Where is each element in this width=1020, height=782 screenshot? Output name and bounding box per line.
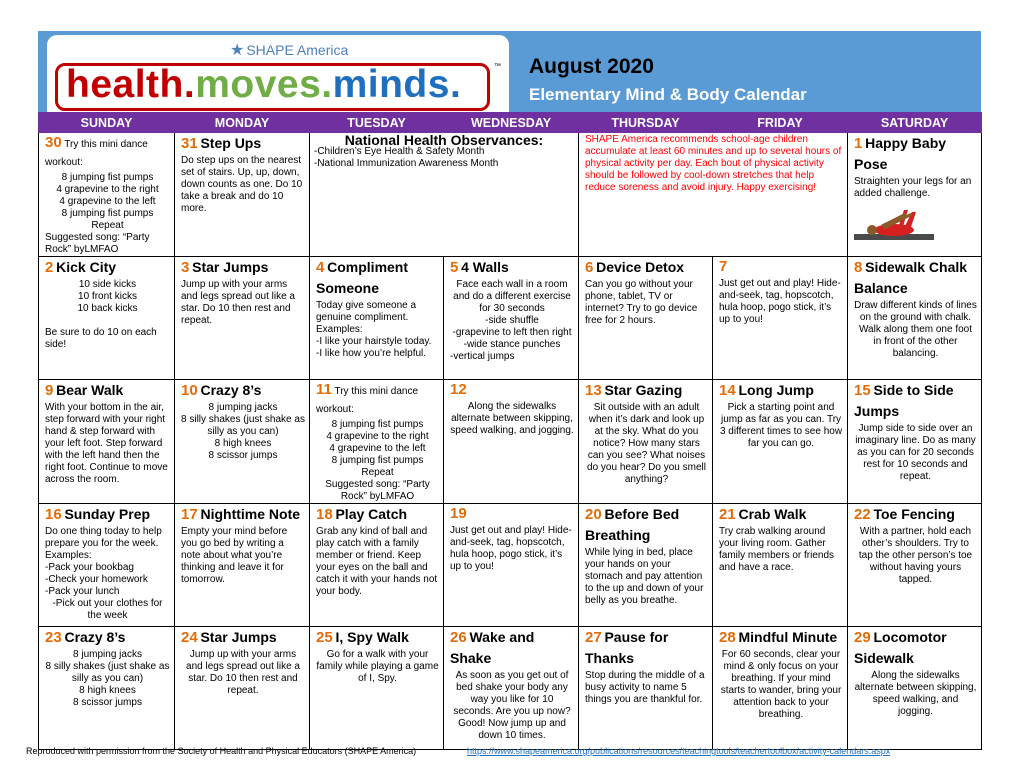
activity-line: 8 scissor jumps (73, 697, 142, 708)
day-cell-9 (39, 380, 175, 504)
day-description: Be sure to do 10 on each side! (45, 327, 157, 350)
day-cell-22 (848, 504, 982, 627)
day-description: Try crab walking around your living room. Gather family members or friends and have a race. (719, 526, 835, 573)
logo-text (66, 63, 461, 107)
day-number: 27 (585, 629, 602, 646)
day-header-tuesday: TUESDAY (310, 113, 444, 133)
day-title: Crazy 8’s (200, 382, 262, 398)
activity-line: 8 jumping fist pumps (331, 419, 424, 430)
day-cell-29 (848, 627, 982, 750)
day-number: 18 (316, 506, 333, 523)
week-row-4 (39, 504, 982, 627)
day-description: Jump up with your arms and legs spread out like a star. Do 10 then rest and repeat. (186, 649, 300, 696)
logo-word-health: health. (66, 63, 196, 106)
calendar-subtitle: Elementary Mind & Body Calendar (529, 85, 807, 104)
day-number: 8 (854, 259, 863, 276)
exercise-line: -wide stance punches (463, 339, 561, 350)
day-cell-2 (39, 257, 175, 380)
day-description: Can you go without your phone, tablet, TV or internet? Try to go device free for 2 hours. (585, 279, 698, 326)
activity-line: 4 grapevine to the right (56, 184, 159, 195)
trademark-mark: ™ (494, 63, 501, 70)
day-cell-27 (579, 627, 713, 750)
day-description: With your bottom in the air, step forward with your right hand & step forward with your left foot. Step forward with the left hand then the right foot. Continue to move across the room. (45, 402, 168, 485)
day-description: Straighten your legs for an added challenge. (854, 176, 972, 199)
example-line: -I like your hairstyle today. (316, 336, 432, 347)
activity-line: 8 jumping jacks (208, 402, 278, 413)
day-cell-28 (713, 627, 848, 750)
day-title: Pause for Thanks (585, 629, 669, 666)
day-description: Jump up with your arms and legs spread out like a star. Do 10 then rest and repeat. (181, 279, 295, 326)
activity-line: 10 front kicks (78, 291, 137, 302)
day-title: Side to Side Jumps (854, 382, 954, 419)
day-cell-19 (444, 504, 579, 627)
day-cell-4 (310, 257, 444, 380)
day-title: Sidewalk Chalk Balance (854, 259, 968, 296)
day-title: Before Bed Breathing (585, 506, 680, 543)
day-cell-11 (310, 380, 444, 504)
day-number: 5 (450, 259, 459, 276)
day-description: Just get out and play! Hide-and-seek, tag, hopscotch, hula hoop, pogo stick, it’s up to you! (450, 525, 572, 572)
activity-line: 10 back kicks (77, 303, 138, 314)
day-cell-16 (39, 504, 175, 627)
day-description: Face each wall in a room and do a different exercise for 30 seconds (453, 279, 571, 314)
day-number: 24 (181, 629, 198, 646)
day-description: While lying in bed, place your hands on your stomach and pay attention to the up and down of your belly as you breathe. (585, 547, 704, 606)
day-cell-24 (175, 627, 310, 750)
day-description: Sit outside with an adult when it’s dark and look up at the sky. What do you notice? How many stars can you see? What noises do you hear? Do you smell anything? (587, 402, 706, 485)
day-title: Crab Walk (738, 506, 807, 522)
day-cell-17 (175, 504, 310, 627)
day-title: Kick City (56, 259, 117, 275)
day-number: 13 (585, 382, 602, 399)
day-title: Device Detox (596, 259, 685, 275)
footer-link[interactable]: https://www.shapeamerica.org/publications/resources/teachingtools/teachertoolbox/activity-calendars.aspx (467, 746, 891, 756)
example-line: -Pack your bookbag (45, 562, 134, 573)
activity-line: 4 grapevine to the right (326, 431, 429, 442)
day-number: 25 (316, 629, 333, 646)
day-cell-31 (175, 133, 310, 257)
week-row-2 (39, 257, 982, 380)
logo-word-minds: minds. (332, 63, 462, 106)
activity-line: Repeat (91, 220, 124, 231)
day-description: Along the sidewalks alternate between skipping, speed walking, and jogging. (450, 401, 574, 436)
day-number: 17 (181, 506, 198, 523)
activity-line: Suggested song: “Party Rock” byLMFAO (325, 479, 430, 502)
calendar-page (38, 31, 981, 750)
calendar-title: August 2020 (529, 55, 654, 78)
day-title: Sunday Prep (64, 506, 151, 522)
week-row-1 (39, 133, 982, 257)
day-number: 30 (45, 134, 62, 151)
day-number: 9 (45, 382, 54, 399)
activity-line: 4 grapevine to the left (329, 443, 426, 454)
day-number: 7 (719, 258, 728, 275)
day-title: Bear Walk (56, 382, 124, 398)
header-banner (38, 31, 981, 112)
day-title: Step Ups (200, 135, 262, 151)
example-line: -Check your homework (45, 574, 148, 585)
calendar-grid (38, 112, 982, 750)
day-description: Today give someone a genuine compliment. Examples: (316, 300, 417, 335)
star-person-icon: ★ (230, 42, 245, 59)
day-number: 20 (585, 506, 602, 523)
logo-box (47, 35, 509, 112)
activity-line: 8 scissor jumps (208, 450, 278, 461)
activity-line: 8 jumping fist pumps (61, 208, 154, 219)
day-description: Draw different kinds of lines on the ground with chalk. Walk along them one foot in front of the other balancing. (854, 300, 977, 359)
activity-line: Suggested song: “Party Rock” byLMFAO (45, 232, 150, 255)
day-number: 23 (45, 629, 62, 646)
day-title: Compliment Someone (316, 259, 409, 296)
day-cell-26 (444, 627, 579, 750)
day-number: 19 (450, 505, 467, 522)
day-cell-6 (579, 257, 713, 380)
day-title: Mindful Minute (738, 629, 838, 645)
activity-line: 8 silly shakes (just shake as silly as you can) (45, 661, 170, 684)
day-number: 11 (316, 381, 332, 398)
day-cell-14 (713, 380, 848, 504)
day-cell-12 (444, 380, 579, 504)
day-title: Star Jumps (200, 629, 277, 645)
day-header-wednesday: WEDNESDAY (444, 113, 579, 133)
exercise-line: -grapevine to left then right (452, 327, 572, 338)
day-description: Pick a starting point and jump as far as you can. Try 3 different times to see how far you can go. (719, 402, 843, 449)
day-number: 31 (181, 135, 198, 152)
example-line: -Pick out your clothes for the week (52, 598, 163, 621)
day-title: Try this mini dance workout: (45, 139, 148, 168)
day-header-sunday: SUNDAY (39, 113, 175, 133)
observance-item: -National Immunization Awareness Month (314, 158, 499, 169)
day-description: As soon as you get out of bed shake your body any way you like for 10 seconds. Are you up now? Good! Now jump up and down 10 times. (453, 670, 571, 741)
day-description: Grab any kind of ball and play catch with a family member or friend. Keep your eyes on the ball and catch it with your hands not your body. (316, 526, 438, 597)
day-description: Do one thing today to help prepare you for the week. Examples: (45, 526, 162, 561)
day-cell-5 (444, 257, 579, 380)
day-cell-7 (713, 257, 848, 380)
activity-line: Repeat (361, 467, 394, 478)
day-description: Jump side to side over an imaginary line. Do as many as you can for 20 seconds rest for 10 seconds and repeat. (855, 423, 976, 482)
day-header-saturday: SATURDAY (848, 113, 982, 133)
recommendation-cell (579, 133, 848, 257)
day-number: 12 (450, 381, 467, 398)
day-header-monday: MONDAY (175, 113, 310, 133)
week-row-3 (39, 380, 982, 504)
day-cell-25 (310, 627, 444, 750)
day-cell-1 (848, 133, 982, 257)
footer-credit: Reproduced with permission from the Society of Health and Physical Educators (SHAPE America) (26, 746, 417, 756)
day-number: 26 (450, 629, 467, 646)
day-cell-3 (175, 257, 310, 380)
example-line: -Pack your lunch (45, 586, 120, 597)
day-title: Nighttime Note (200, 506, 301, 522)
day-title: Happy Baby Pose (854, 135, 947, 172)
day-title: Star Gazing (604, 382, 683, 398)
week-row-5 (39, 627, 982, 750)
day-cell-20 (579, 504, 713, 627)
day-description: Go for a walk with your family while playing a game of I, Spy. (316, 649, 439, 684)
logo-word-moves: moves. (195, 63, 333, 106)
observances-cell (310, 133, 579, 257)
day-cell-10 (175, 380, 310, 504)
day-title: Locomotor Sidewalk (854, 629, 947, 666)
activity-line: 8 silly shakes (just shake as silly as you can) (181, 414, 305, 437)
day-description: Do step ups on the nearest set of stairs. Up, up, down, down counts as one. Do 10 take a break and do 10 more. (181, 155, 303, 214)
day-number: 1 (854, 135, 863, 152)
day-description: For 60 seconds, clear your mind & only focus on your breathing. If your mind starts to wander, bring your attention back to your breathing. (720, 649, 842, 720)
day-description: Along the sidewalks alternate between skipping, speed walking, and jogging. (854, 670, 977, 717)
activity-line: 8 jumping fist pumps (331, 455, 424, 466)
day-title: 4 Walls (461, 259, 509, 275)
exercise-line: -vertical jumps (450, 351, 515, 362)
day-number: 3 (181, 259, 190, 276)
day-number: 21 (719, 506, 736, 523)
day-number: 15 (854, 382, 871, 399)
day-number: 4 (316, 259, 325, 276)
day-title: Wake and Shake (450, 629, 535, 666)
example-line: -I like how you’re helpful. (316, 348, 427, 359)
day-title: Crazy 8’s (64, 629, 126, 645)
day-cell-21 (713, 504, 848, 627)
day-number: 22 (854, 506, 871, 523)
observance-item: -Children’s Eye Health & Safety Month (314, 146, 485, 157)
day-cell-8 (848, 257, 982, 380)
day-description: Just get out and play! Hide-and-seek, tag, hopscotch, hula hoop, pogo stick, it’s up to you! (719, 278, 841, 325)
day-title: Toe Fencing (873, 506, 955, 522)
day-cell-18 (310, 504, 444, 627)
day-title: Try this mini dance workout: (316, 386, 419, 415)
day-title: I, Spy Walk (335, 629, 409, 645)
day-title: Long Jump (738, 382, 814, 398)
day-number: 14 (719, 382, 736, 399)
day-cell-13 (579, 380, 713, 504)
day-number: 6 (585, 259, 594, 276)
activity-line: 8 jumping jacks (73, 649, 142, 660)
health-moves-minds-logo (55, 63, 490, 111)
weekday-header-row (39, 113, 982, 133)
day-header-thursday: THURSDAY (579, 113, 713, 133)
day-header-friday: FRIDAY (713, 113, 848, 133)
day-number: 16 (45, 506, 62, 523)
activity-line: 8 high knees (79, 685, 136, 696)
day-cell-23 (39, 627, 175, 750)
recommendation-text: SHAPE America recommends school-age children accumulate at least 60 minutes and up to several hours of physical activity per day. Each bout of physical activity should be followed by cool-down stretches that help reduce soreness and avoid injury. Happy exercising! (585, 134, 842, 193)
day-description: With a partner, hold each other’s shoulders. Try to tap the other person’s toe without having yours tapped. (858, 526, 973, 585)
day-number: 10 (181, 382, 198, 399)
happy-baby-pose-image (854, 204, 934, 242)
day-cell-15 (848, 380, 982, 504)
day-title: Play Catch (335, 506, 408, 522)
shape-america-logo (230, 40, 348, 60)
day-description: Empty your mind before you go bed by writing a note about what you’re thinking and leave it for tomorrow. (181, 526, 288, 585)
exercise-line: -side shuffle (485, 315, 539, 326)
day-cell-30 (39, 133, 175, 257)
observances-title: National Health Observances: (344, 132, 544, 148)
org-name: SHAPE America (246, 42, 349, 58)
activity-line: 10 side kicks (78, 279, 137, 290)
activity-line: 4 grapevine to the left (59, 196, 156, 207)
day-title: Star Jumps (192, 259, 269, 275)
day-number: 28 (719, 629, 736, 646)
activity-line: 8 jumping fist pumps (61, 172, 154, 183)
day-number: 2 (45, 259, 54, 276)
day-description: Stop during the middle of a busy activity to name 5 things you are thankful for. (585, 670, 705, 705)
day-number: 29 (854, 629, 871, 646)
activity-line: 8 high knees (214, 438, 272, 449)
